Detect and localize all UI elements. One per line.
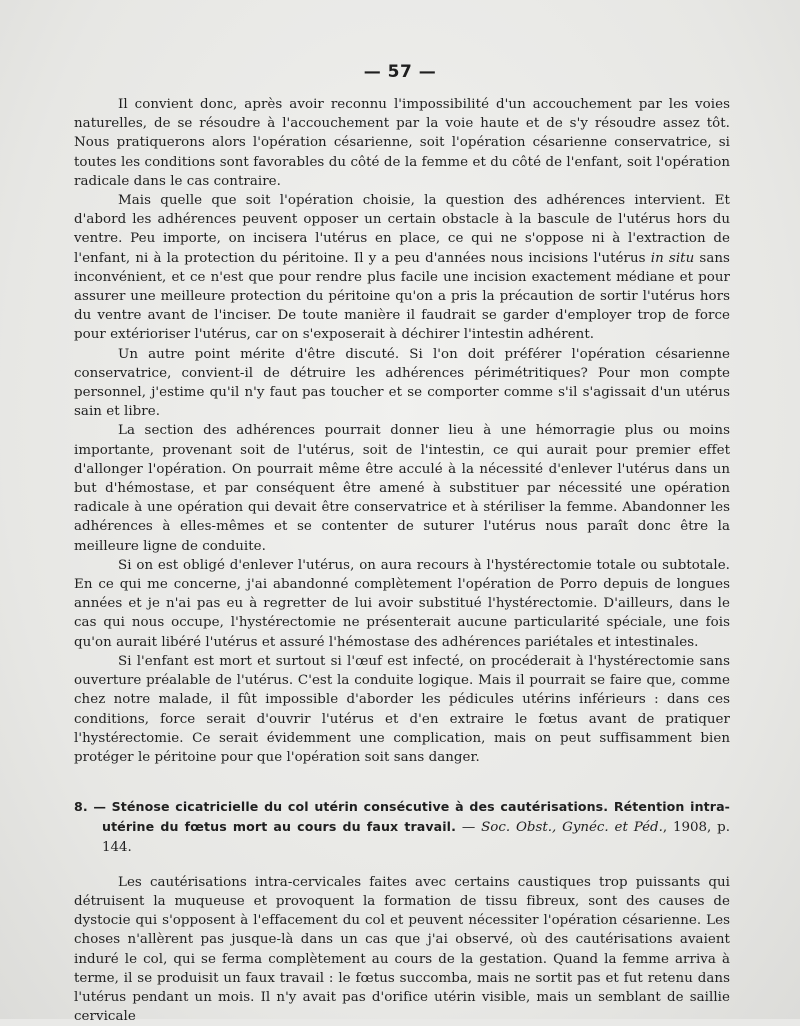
paragraph-4: La section des adhérences pourrait donner lieu à une hémorragie plus ou moins importante, provenant soit de l'utérus, soit de l'intestin, ce qui aurait pour premier effet d'allonger l'opération. On pourrait même être acculé à la nécessité d'enlever l'utérus dans un but d'hémostase, et par conséquent être amené à substituer par nécessité une opération radicale à une opération qui devait être conservatrice et à stériliser la femme. Abandonner les adhérences à elles-mêmes et se contenter de suturer l'utérus nous paraît donc être la meilleure ligne de conduite. <box>74 423 730 554</box>
paragraph-2 <box>74 191 730 345</box>
paragraph-6: Si l'enfant est mort et surtout si l'œuf est infecté, on procéderait à l'hystérectomie sans ouverture préalable de l'utérus. C'est la conduite logique. Mais il pourrait se faire que, comme chez notre malade, il fût impossible d'aborder les pédicules utérins inférieurs : dans ces conditions, force serait d'ouvrir l'utérus et d'en extraire le fœtus avant de pratiquer l'hystérectomie. Ce serait évidemment une complication, mais on peut suffisamment bien protéger le péritoine pour que l'opération soit sans danger. <box>74 653 730 765</box>
final-paragraph: Les cautérisations intra-cervicales faites avec certains caustiques trop puissants qui détruisent la muqueuse et provoquent la formation de tissu fibreux, sont des causes de dystocie qui s'opposent à l'effacement du col et peuvent nécessiter l'opération césarienne. Les choses n'allèrent pas jusque-là dans un cas que j'ai observé, où des cautérisations avaient induré le col, qui se ferma complètement au cours de la gestation. Quand la femme arriva à terme, il se produisit un faux travail : le fœtus succomba, mais ne sortit pas et fut retenu dans l'utérus pendant un mois. Il n'y avait pas d'orifice utérin visible, mais un semblant de saillie cervicale <box>74 874 730 1025</box>
section-heading: Sténose cicatricielle du col utérin consécutive à des cautérisations. Rétention intra-utérine du fœtus mort au cours du faux travail. <box>102 799 730 835</box>
paragraph-2-part-2: sans inconvénient, et ce n'est que pour rendre plus facile une incision exactement médiane et pour assurer une meilleure protection du péritoine qu'on a pris la précaution de sortir l'utérus hors du ventre avant de l'inciser. De toute manière il faudrait se garder d'employer trop de force pour extérioriser l'utérus, car on s'exposerait à déchirer l'intestin adhérent. <box>74 250 730 343</box>
section-number: 8. — <box>74 799 107 815</box>
document-body <box>74 95 730 1026</box>
paragraph-1: Il convient donc, après avoir reconnu l'impossibilité d'un accouchement par les voies naturelles, de se résoudre à l'accouchement par la voie haute et de s'y résoudre assez tôt. Nous pratiquerons alors l'opération césarienne, soit l'opération césarienne conservatrice, si toutes les conditions sont favorables du côté de la femme et du côté de l'enfant, soit l'opération radicale dans le cas contraire. <box>74 97 730 189</box>
section-citation: , 1908, p. 144. <box>102 820 730 855</box>
paragraph-3: Un autre point mérite d'être discuté. Si l'on doit préférer l'opération césarienne conservatrice, convient-il de détruire les adhérences périmétritiques? Pour mon compte personnel, j'estime qu'il n'y faut pas toucher et se comporter comme s'il s'agissait d'un utérus sain et libre. <box>74 346 730 420</box>
paragraph-2-part-1: Mais quelle que soit l'opération choisie, la question des adhérences intervient. Et d'abord les adhérences peuvent opposer un certain obstacle à la bascule de l'utérus hors du ventre. Peu importe, on incisera l'utérus en place, ce qui ne s'oppose ni à l'extraction de l'enfant, ni à la protection du péritoine. Il y a peu d'années nous incisions l'utérus <box>74 193 730 266</box>
section-dash: — <box>461 820 476 836</box>
section-source: Soc. Obst., Gynéc. et Péd. <box>481 820 663 836</box>
section-8-header <box>74 797 730 857</box>
page-number: — 57 — <box>363 62 437 82</box>
paragraph-5: Si on est obligé d'enlever l'utérus, on aura recours à l'hystérectomie totale ou subtotale. En ce qui me concerne, j'ai abandonné complètement l'opération de Porro depuis de longues années et je n'ai pas eu à regretter de lui avoir substitué l'hystérectomie. D'ailleurs, dans le cas qui nous occupe, l'hystérectomie ne présenterait aucune particularité spéciale, une fois qu'on aurait libéré l'utérus et assuré l'hémostase des adhérences pariétales et intestinales. <box>74 557 730 650</box>
in-situ-term: in situ <box>650 250 695 266</box>
